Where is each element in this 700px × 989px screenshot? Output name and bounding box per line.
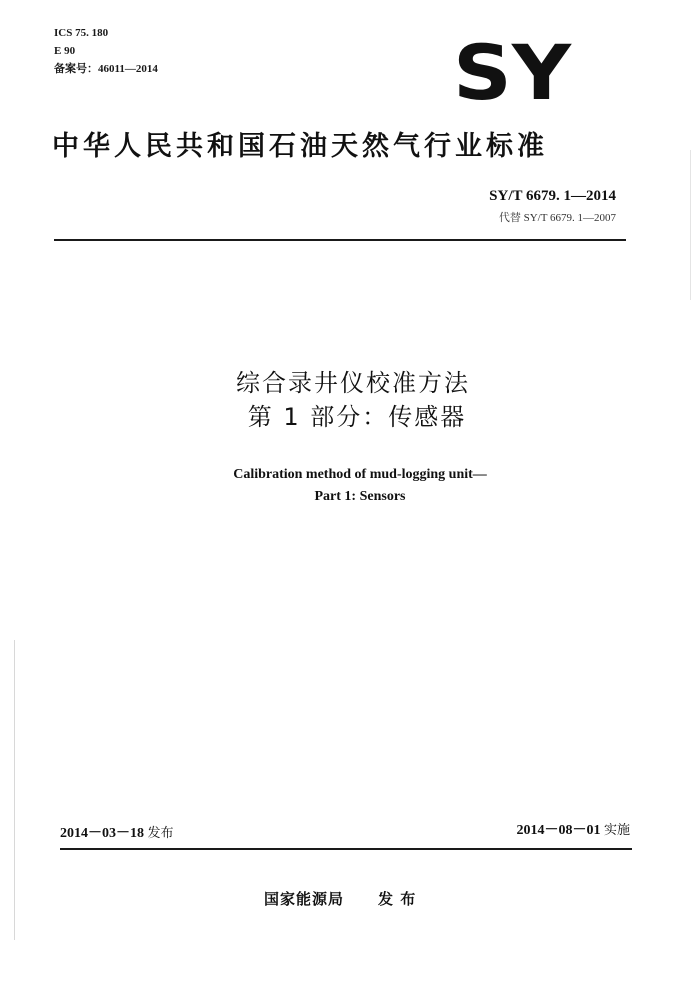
title-en-line2: Part 1: Sensors: [314, 489, 406, 504]
record-number: 46011—2014: [98, 63, 158, 75]
bottom-divider: [60, 848, 632, 850]
title-cn-line2: 第 1 部分：传感器: [247, 403, 467, 431]
issuer-name: 国家能源局: [264, 890, 345, 908]
title-en-line1: Calibration method of mud-logging unit—: [233, 467, 487, 482]
sy-logo-icon: [452, 40, 572, 102]
effective-label: 实施: [603, 823, 630, 838]
scan-edge-line: [14, 640, 15, 940]
issued-date-line: [60, 822, 174, 842]
ccs-code: E 90: [54, 45, 76, 57]
title-cn-line1: 综合录井仪校准方法: [236, 369, 470, 397]
classification-block: [54, 24, 158, 78]
issued-label: 发布: [147, 826, 174, 841]
standard-code-block: [489, 188, 616, 225]
replaces-standard: 代替 SY/T 6679. 1—2007: [498, 212, 616, 224]
standard-category-title: 中华人民共和国石油天然气行业标准: [52, 131, 548, 162]
record-number-line: [54, 60, 158, 78]
scan-edge-line-right: [690, 150, 691, 300]
effective-date-line: [516, 819, 630, 839]
title-en-block: [0, 464, 700, 508]
record-label: 备案号：: [54, 62, 98, 75]
effective-date: 2014－08－01: [516, 823, 601, 838]
ics-code: ICS 75. 180: [54, 27, 109, 39]
document-titles: [0, 366, 700, 508]
logo-text: SY: [453, 40, 572, 102]
issued-date: 2014－03－18: [60, 826, 144, 841]
top-divider: [54, 239, 626, 241]
issuer-action: 发 布: [378, 890, 417, 908]
standard-number: SY/T 6679. 1—2014: [489, 188, 616, 204]
issuer-line: [264, 888, 416, 909]
